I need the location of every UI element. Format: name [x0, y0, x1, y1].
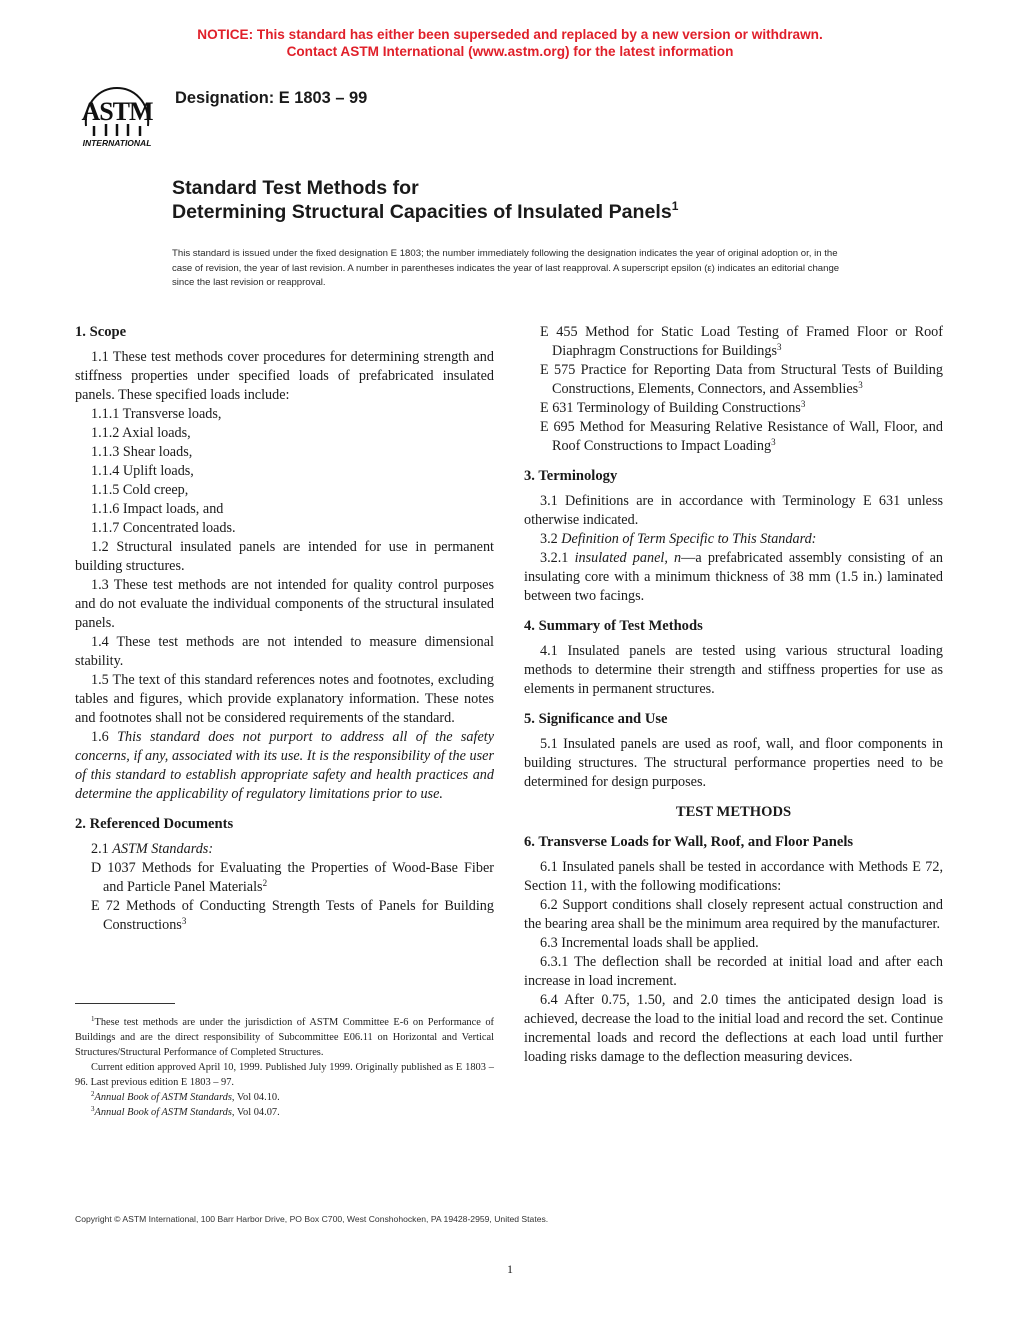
- reference-e631: E 631 Terminology of Building Constructions$^3$: [540, 399, 806, 416]
- para-6-4: 6.4 After 0.75, 1.50, and 2.0 times the anticipated design load is achieved, decrease the load to the initial load and record the set. Continue incremental loads and record the deflections at each load until further loading risks damage to the deflection measuring devices.: [524, 992, 943, 1065]
- para-1-4: 1.4 These test methods are not intended to measure dimensional stability.: [75, 634, 494, 669]
- footnote-1: $^1$These test methods are under the jurisdiction of ASTM Committee E-6 on Performance of Buildings and are the direct responsibility of Subcommittee E06.11 on Horizontal and Vertical Structures/Structural Performance of Completed Structures.: [75, 1015, 494, 1058]
- para-5-1: 5.1 Insulated panels are used as roof, wall, and floor components in building structures. The structural performance properties need to be determined for design purposes.: [524, 736, 943, 790]
- document-title: [172, 176, 678, 224]
- reference-d1037: D 1037 Methods for Evaluating the Properties of Wood-Base Fiber and Particle Panel Materials$^2$: [91, 860, 494, 895]
- para-3-2-1: 3.2.1 insulated panel, n—a prefabricated assembly consisting of an insulating core with a minimum thickness of 38 mm (1.5 in.) laminated between two facings.: [524, 550, 944, 604]
- copyright: Copyright © ASTM International, 100 Barr Harbor Drive, PO Box C700, West Conshohocken, PA 19428-2959, United States.: [75, 1214, 549, 1224]
- reference-e72: E 72 Methods of Conducting Strength Tests of Panels for Building Constructions$^3$: [91, 898, 494, 933]
- title-line-1: Standard Test Methods for: [172, 177, 419, 199]
- para-3-2: 3.2 Definition of Term Specific to This Standard:: [540, 531, 817, 547]
- issuance-note: This standard is issued under the fixed designation E 1803; the number immediately following the designation indicates the year of original adoption or, in the case of revision, the year of last revision. A number in parentheses indicates the year of last reapproval. A superscript epsilon (ε) indicates an editorial change since the last revision or reapproval.: [172, 248, 840, 288]
- para-1-3: 1.3 These test methods are not intended for quality control purposes and do not evaluate the individual components of the structural insulated panels.: [75, 577, 494, 631]
- para-1-5: 1.5 The text of this standard references notes and footnotes, excluding tables and figures, which provide explanatory information. These notes and footnotes shall not be considered requirements of the standard.: [75, 672, 494, 726]
- section-4-heading: 4. Summary of Test Methods: [524, 618, 703, 634]
- para-1-2: 1.2 Structural insulated panels are intended for use in permanent building structures.: [75, 539, 494, 574]
- section-3-heading: 3. Terminology: [524, 468, 618, 484]
- left-column: [75, 323, 494, 935]
- list-item: 1.1.1 Transverse loads,: [91, 406, 222, 422]
- list-item: 1.1.7 Concentrated loads.: [91, 520, 236, 536]
- list-item: 1.1.4 Uplift loads,: [91, 463, 194, 479]
- list-item: 1.1.2 Axial loads,: [91, 425, 191, 441]
- notice-line-1: NOTICE: This standard has either been superseded and replaced by a new version or withdrawn.: [197, 27, 823, 42]
- para-6-3-1: 6.3.1 The deflection shall be recorded at initial load and after each increase in load increment.: [524, 954, 943, 989]
- para-4-1: 4.1 Insulated panels are tested using various structural loading methods to determine their strength and stiffness properties for use as elements in permanent structures.: [524, 643, 943, 697]
- reference-e455: E 455 Method for Static Load Testing of Framed Floor or Roof Diaphragm Constructions for Buildings$^3$: [540, 324, 943, 359]
- footnote-1-edition: Current edition approved April 10, 1999. Published July 1999. Originally published as E 1803 – 96. Last previous edition E 1803 – 97.: [75, 1062, 494, 1088]
- footnote-2: $^2$Annual Book of ASTM Standards, Vol 04.10.: [91, 1090, 280, 1103]
- footnotes: [75, 1015, 494, 1120]
- section-1-heading: 1. Scope: [75, 324, 127, 340]
- para-6-1: 6.1 Insulated panels shall be tested in accordance with Methods E 72, Section 11, with the following modifications:: [524, 859, 943, 894]
- para-6-3: 6.3 Incremental loads shall be applied.: [540, 935, 759, 951]
- right-column: [524, 323, 943, 1067]
- list-item: 1.1.5 Cold creep,: [91, 482, 189, 498]
- notice-line-2: Contact ASTM International (www.astm.org) for the latest information: [286, 44, 734, 59]
- list-item: 1.1.6 Impact loads, and: [91, 501, 224, 517]
- astm-logo-icon: [72, 82, 162, 150]
- footnote-divider: [75, 1003, 175, 1004]
- test-methods-heading: TEST METHODS: [675, 804, 792, 820]
- footnote-3: $^3$Annual Book of ASTM Standards, Vol 04.07.: [91, 1105, 280, 1118]
- para-1-6: 1.6 This standard does not purport to address all of the safety concerns, if any, associated with its use. It is the responsibility of the user of this standard to establish appropriate safety and health practices and determine the applicability of regulatory limitations prior to use.: [75, 729, 494, 802]
- section-2-heading: 2. Referenced Documents: [75, 816, 234, 832]
- logo-subtext: INTERNATIONAL: [82, 138, 152, 148]
- list-item: 1.1.3 Shear loads,: [91, 444, 193, 460]
- section-6-heading: 6. Transverse Loads for Wall, Roof, and Floor Panels: [524, 834, 854, 850]
- section-5-heading: 5. Significance and Use: [524, 711, 668, 727]
- title-line-2: Determining Structural Capacities of Insulated Panels$^1$: [172, 199, 679, 223]
- reference-e695: E 695 Method for Measuring Relative Resistance of Wall, Floor, and Roof Constructions to Impact Loading$^3$: [540, 419, 943, 454]
- para-1-1: 1.1 These test methods cover procedures for determining strength and stiffness properties under specified loads of prefabricated insulated panels. These specified loads include:: [75, 349, 494, 403]
- para-6-2: 6.2 Support conditions shall closely represent actual construction and the bearing area shall be the minimum area required by the manufacturer.: [524, 897, 943, 932]
- svg-text:ASTM: ASTM: [81, 97, 153, 126]
- page-number: 1: [507, 1262, 513, 1276]
- para-3-1: 3.1 Definitions are in accordance with Terminology E 631 unless otherwise indicated.: [524, 493, 943, 528]
- designation: Designation: E 1803 – 99: [175, 89, 368, 107]
- withdrawal-notice: [0, 26, 1020, 60]
- reference-e575: E 575 Practice for Reporting Data from Structural Tests of Building Constructions, Elements, Connectors, and Assemblies$^3$: [540, 362, 943, 397]
- para-2-1: 2.1 ASTM Standards:: [91, 841, 214, 857]
